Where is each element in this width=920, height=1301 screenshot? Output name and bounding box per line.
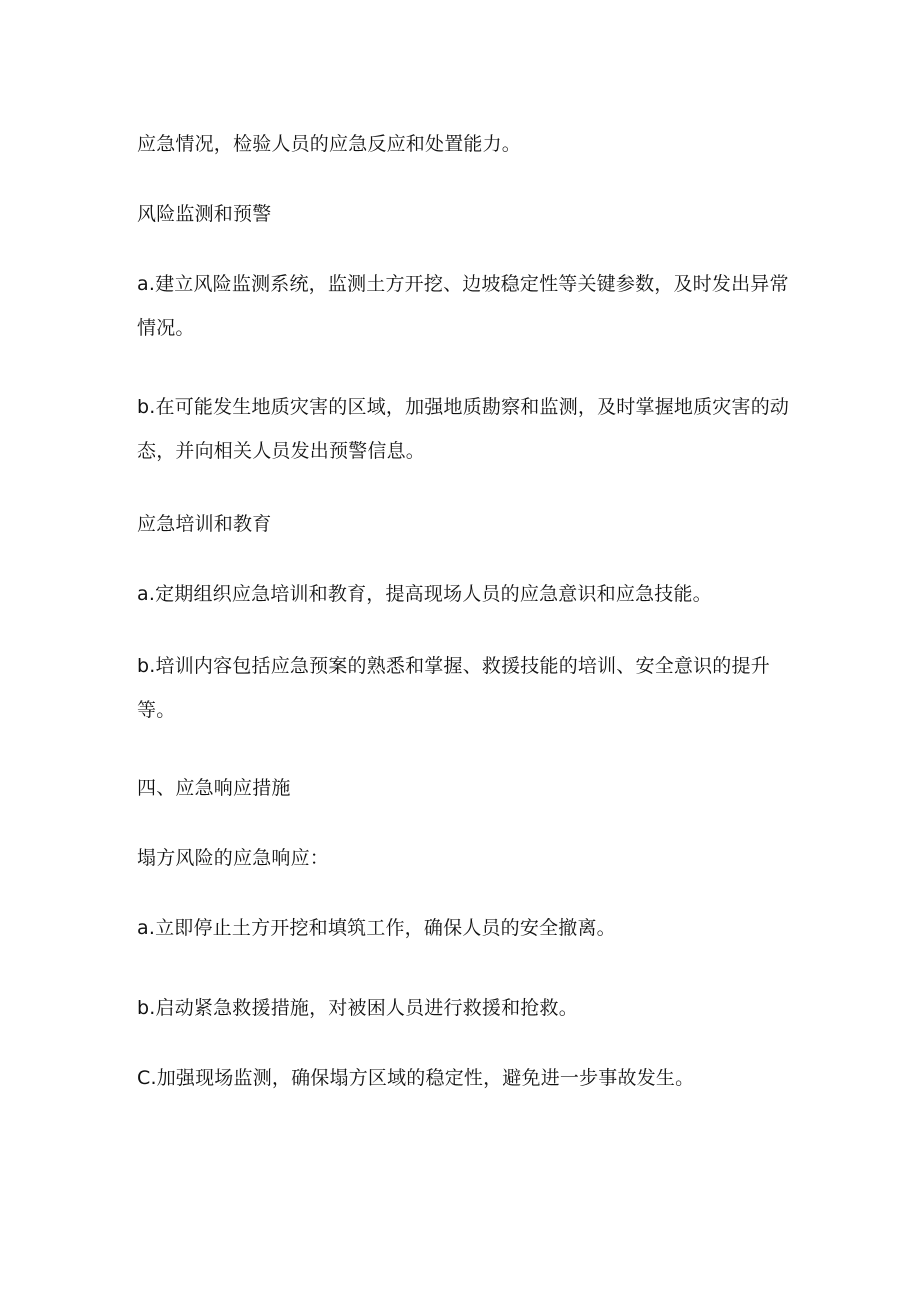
- paragraph-training-b: b.培训内容包括应急预案的熟悉和掌握、救援技能的培训、安全意识的提升等。: [137, 655, 770, 721]
- paragraph-response-c: C.加强现场监测，确保塌方区域的稳定性，避免进一步事故发生。: [137, 1067, 695, 1089]
- heading-emergency-training: 应急培训和教育: [137, 513, 272, 535]
- paragraph-response-a: a.立即停止土方开挖和填筑工作，确保人员的安全撤离。: [137, 917, 616, 939]
- section-heading-emergency-response: 四、应急响应措施: [137, 777, 291, 799]
- paragraph-monitoring-a: a.建立风险监测系统，监测土方开挖、边坡稳定性等关键参数，及时发出异常情况。: [137, 273, 789, 339]
- paragraph-response-b: b.启动紧急救援措施，对被困人员进行救援和抢救。: [137, 997, 578, 1019]
- paragraph-monitoring-b: b.在可能发生地质灾害的区域，加强地质勘察和监测，及时掌握地质灾害的动态，并向相关人员发出预警信息。: [137, 396, 790, 462]
- heading-risk-monitoring: 风险监测和预警: [137, 203, 272, 225]
- paragraph-training-a: a.定期组织应急培训和教育，提高现场人员的应急意识和应急技能。: [137, 583, 712, 605]
- heading-collapse-response: 塌方风险的应急响应：: [137, 847, 330, 869]
- paragraph-emergency-drill-tail: 应急情况，检验人员的应急反应和处置能力。: [137, 133, 522, 155]
